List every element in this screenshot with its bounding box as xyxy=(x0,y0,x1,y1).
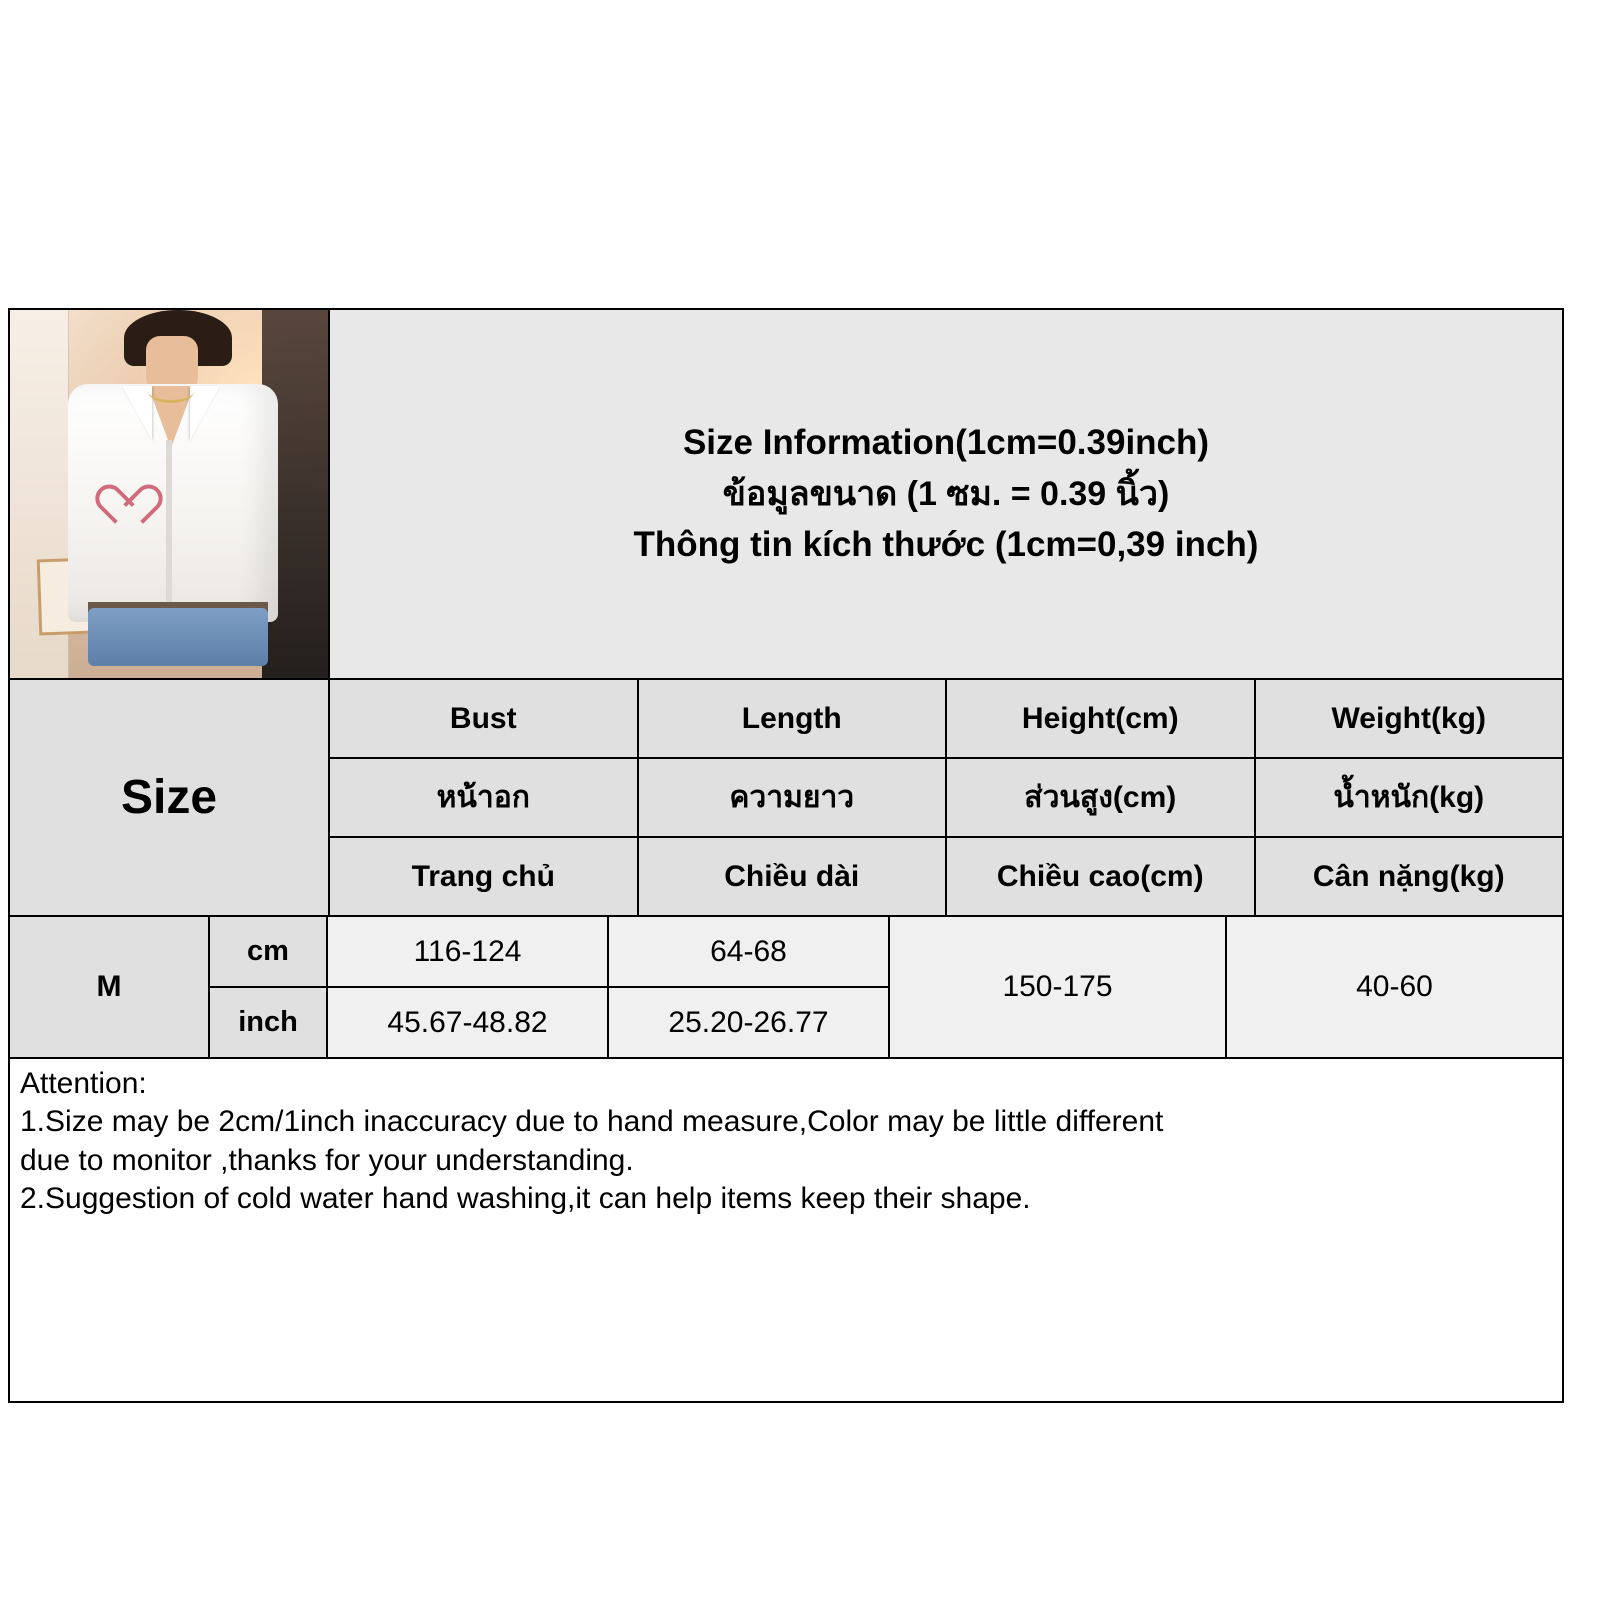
unit-inch: inch xyxy=(210,988,326,1057)
attention-section xyxy=(10,1059,1562,1401)
attention-heading: Attention: xyxy=(20,1067,147,1100)
attention-line-2: due to monitor ,thanks for your understanding. xyxy=(20,1143,634,1177)
title-band xyxy=(10,310,1562,680)
header-length-vi: Chiều dài xyxy=(639,838,948,915)
heart-icon xyxy=(112,486,152,522)
necklace xyxy=(148,380,194,403)
length-cm-value: 64-68 xyxy=(609,917,888,988)
jeans xyxy=(88,608,268,666)
header-weight-vi: Cân nặng(kg) xyxy=(1256,838,1563,915)
bust-inch-value: 45.67-48.82 xyxy=(328,988,607,1057)
header-length-th: ความยาว xyxy=(639,759,948,836)
header-height-en: Height(cm) xyxy=(947,680,1256,757)
header-height-th: ส่วนสูง(cm) xyxy=(947,759,1256,836)
product-photo xyxy=(10,310,328,678)
model-figure xyxy=(62,336,284,666)
header-length-en: Length xyxy=(639,680,948,757)
shirt-collar-left xyxy=(122,386,152,440)
header-bust-en: Bust xyxy=(330,680,639,757)
title-vietnamese: Thông tin kích thước (1cm=0,39 inch) xyxy=(633,525,1259,565)
shirt-collar-right xyxy=(190,386,220,440)
shirt-placket xyxy=(166,440,172,616)
title-cell xyxy=(330,310,1562,678)
unit-cm: cm xyxy=(210,917,326,988)
header-row-vietnamese xyxy=(330,838,1562,915)
attention-line-3: 2.Suggestion of cold water hand washing,it can help items keep their shape. xyxy=(20,1182,1031,1216)
attention-line-1: 1.Size may be 2cm/1inch inaccuracy due to hand measure,Color may be little different xyxy=(20,1105,1164,1139)
header-bust-vi: Trang chủ xyxy=(330,838,639,915)
row-bust xyxy=(328,917,609,1057)
size-header-cell: Size xyxy=(10,680,330,915)
title-english: Size Information(1cm=0.39inch) xyxy=(682,423,1210,462)
product-photo-cell xyxy=(10,310,330,678)
header-height-vi: Chiều cao(cm) xyxy=(947,838,1256,915)
header-columns xyxy=(330,680,1562,915)
height-value: 150-175 xyxy=(890,917,1227,1057)
length-inch-value: 25.20-26.77 xyxy=(609,988,888,1057)
header-bust-th: หน้าอก xyxy=(330,759,639,836)
row-units xyxy=(210,917,328,1057)
weight-value: 40-60 xyxy=(1227,917,1562,1057)
bust-cm-value: 116-124 xyxy=(328,917,607,988)
header-row-english xyxy=(330,680,1562,759)
header-weight-th: น้ำหนัก(kg) xyxy=(1256,759,1563,836)
size-chart-sheet xyxy=(8,308,1564,1403)
row-length xyxy=(609,917,890,1057)
title-thai: ข้อมูลขนาด (1 ซม. = 0.39 นิ้ว) xyxy=(722,474,1170,513)
header-row-thai xyxy=(330,759,1562,838)
row-size-label: M xyxy=(10,917,210,1057)
header-weight-en: Weight(kg) xyxy=(1256,680,1563,757)
table-header xyxy=(10,680,1562,917)
table-row xyxy=(10,917,1562,1059)
